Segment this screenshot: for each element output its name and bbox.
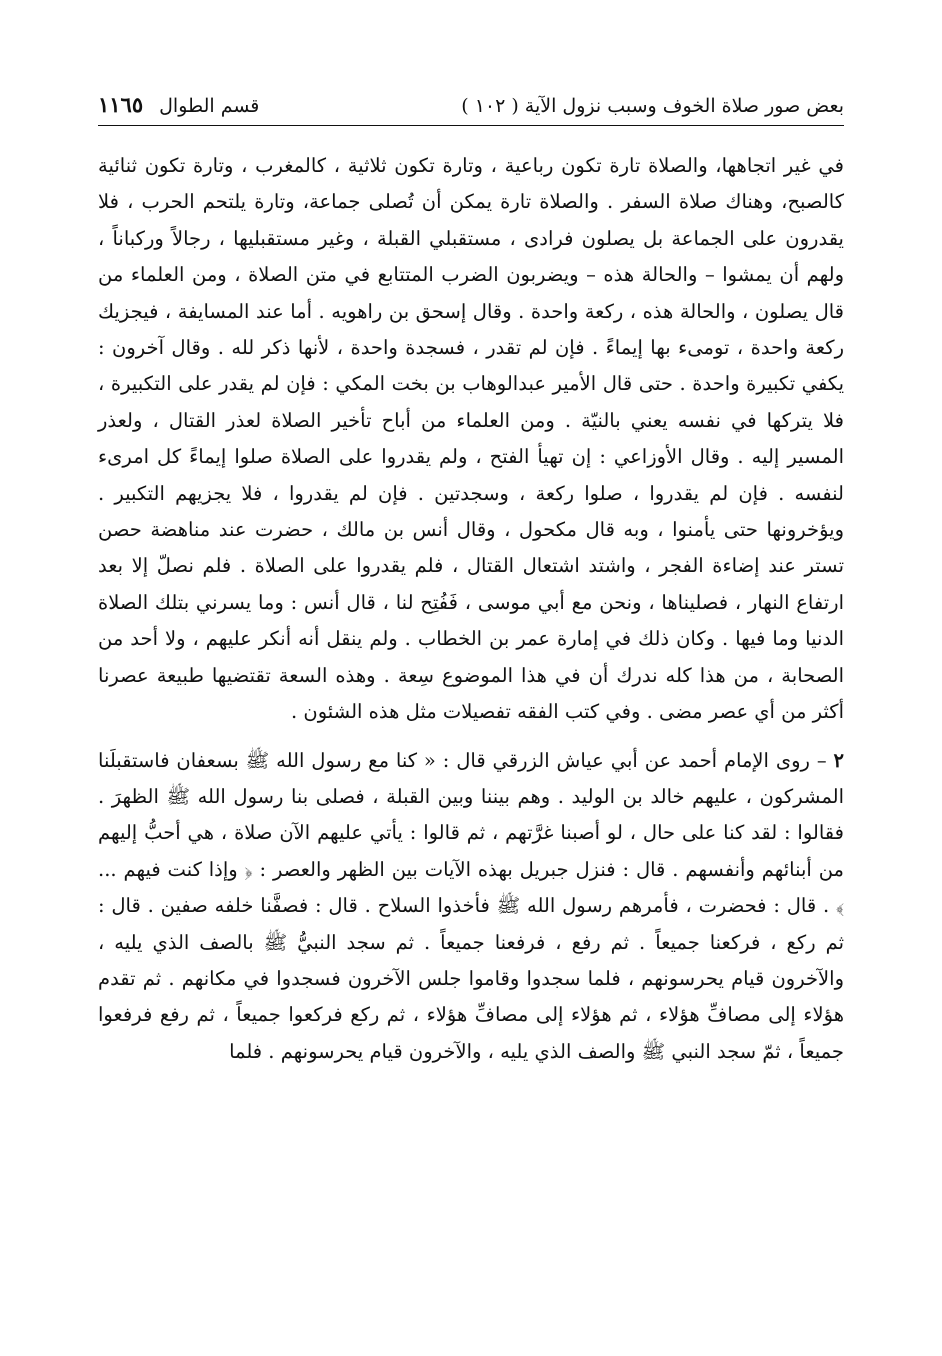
book-page xyxy=(98,88,844,1070)
header-left-group xyxy=(98,88,259,123)
page-number: ١١٦٥ xyxy=(98,92,144,117)
paragraph-1: في غير اتجاهها، والصلاة تارة تكون رباعية ، وتارة تكون ثلاثية ، كالمغرب ، وتارة تكون ثنائية كالصبح، وهناك صلاة السفر . والصلاة تارة يمكن أن تُصلى جماعة، وتارة يلتحم الحرب ، فلا يقدرون على الجماعة بل يصلون فرادى ، مستقبلي القبلة ، وغير مستقبليها ، رجالاً وركباناً ، ولهم أن يمشوا – والحالة هذه – ويضربون الضرب المتتابع في متن الصلاة ، ومن العلماء من قال يصلون ، والحالة هذه ، ركعة واحدة . وقال إسحق بن راهويه . أما عند المسايفة ، فيجزيك ركعة واحدة ، تومىء بها إيماءً . فإن لم تقدر ، فسجدة واحدة ، لأنها ذكر لله . وقال آخرون : يكفي تكبيرة واحدة . حتى قال الأمير عبدالوهاب بن بخت المكي : فإن لم يقدر على التكبيرة ، فلا يتركها في نفسه يعني بالنيّة . ومن العلماء من أباح تأخير الصلاة لعذر القتال ، ولعذر المسير إليه . وقال الأوزاعي : إن تهيأ الفتح ، ولم يقدروا على الصلاة صلوا إيماءً كل امرىء لنفسه . فإن لم يقدروا ، صلوا ركعة ، وسجدتين . فإن لم يقدروا ، فلا يجزيهم التكبير . ويؤخرونها حتى يأمنوا ، وبه قال مكحول ، وقال أنس بن مالك ، حضرت عند مناهضة حصن تستر عند إضاءة الفجر ، واشتد اشتعال القتال ، فلم يقدروا على الصلاة . فلم نصلّ إلا بعد ارتفاع النهار ، فصليناها ، ونحن مع أبي موسى ، فَفُتِح لنا ، قال أنس : وما يسرني بتلك الصلاة الدنيا وما فيها . وكان ذلك في إمارة عمر بن الخطاب . ولم ينقل أنه أنكر عليهم ، ولا أحد من الصحابة ، من هذا كله ندرك أن في هذا الموضوع سِعة . وهذه السعة تقتضيها طبيعة عصرنا أكثر من أي عصر مضى . وفي كتب الفقه تفصيلات مثل هذه الشئون . xyxy=(98,154,844,724)
item-number: ٢ xyxy=(833,748,844,772)
running-header xyxy=(98,88,844,122)
chapter-title: بعض صور صلاة الخوف وسبب نزول الآية ( ١٠٢ ) xyxy=(461,95,844,117)
header-divider xyxy=(98,125,844,126)
body-text xyxy=(98,148,844,1070)
paragraph-2-text: – روى الإمام أحمد عن أبي عياش الزرقي قال : « كنا مع رسول الله ﷺ بسعفان فاستقبلَنا المشركون ، عليهم خالد بن الوليد . وهم بيننا وبين القبلة ، فصلى بنا رسول الله ﷺ الظهرَ . فقالوا : لقد كنا على حال ، لو أصبنا غرَّتهم ، ثم قالوا : يأتي عليهم الآن صلاة ، هي أحبُّ إليهم من أبنائهم وأنفسهم . قال : فنزل جبريل بهذه الآيات بين الظهر والعصر : ﴿ وإذا كنت فيهم ... ﴾ . قال : فحضرت ، فأمرهم رسول الله ﷺ فأخذوا السلاح . قال : فصفَّنا خلفه صفين . قال : ثم ركع ، فركعنا جميعاً . ثم رفع ، فرفعنا جميعاً . ثم سجد النبيُّ ﷺ بالصف الذي يليه ، والآخرون قيام يحرسونهم ، فلما سجدوا وقاموا جلس الآخرون فسجدوا في مكانهم . ثم تقدم هؤلاء إلى مصافِّ هؤلاء ، ثم هؤلاء إلى مصافِّ هؤلاء ، ثم ركع فركعوا جميعاً ، ثم رفع فرفعوا جميعاً ، ثمّ سجد النبي ﷺ والصف الذي يليه ، والآخرون قيام يحرسونهم . فلما xyxy=(98,748,844,1063)
paragraph-2 xyxy=(98,743,844,1071)
section-name: قسم الطوال xyxy=(159,95,260,117)
